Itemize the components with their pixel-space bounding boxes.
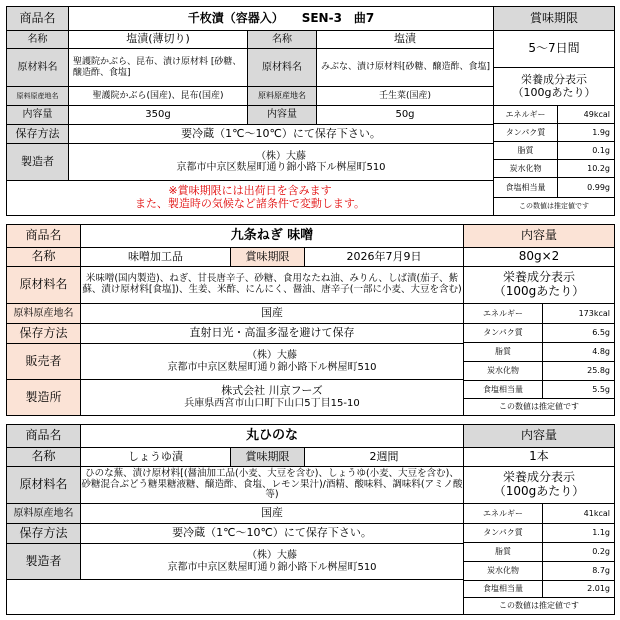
maker-name: （株）大藤 (256, 150, 306, 162)
nutrition-basis: （100gあたり） (512, 85, 596, 99)
nutrition-label: エネルギー (463, 503, 543, 524)
nutrition-value: 0.2g (542, 542, 615, 562)
nutrition-value: 25.8g (542, 361, 615, 381)
item-a-name-value: 塩漬(薄切り) (68, 30, 248, 49)
origin-value: 国産 (80, 303, 464, 324)
content-value: 1本 (463, 447, 615, 467)
seller-address: 京都市中京区麩屋町通り錦小路下ル桝屋町510 (167, 361, 377, 373)
shelf-life-value: 5～7日間 (493, 30, 615, 68)
nutrition-value: 4.8g (542, 342, 615, 362)
item-a-origin-label: 原料原産地名 (6, 86, 69, 106)
maker-info (80, 543, 464, 580)
nutrition-value: 6.5g (542, 323, 615, 343)
manufacturer-address: 兵庫県西宮市山口町下山口5丁目15-10 (184, 398, 360, 410)
product-name: 九条ねぎ 味噌 (80, 224, 464, 248)
manufacturer-info (80, 379, 464, 416)
maker-name: （株）大藤 (247, 550, 297, 561)
nutrition-label: 食塩相当量 (493, 177, 558, 198)
item-a-ingredients-label: 原材料名 (6, 48, 69, 87)
product-label: 商品名 (6, 224, 81, 248)
item-a-content: 350g (68, 105, 248, 125)
nutrition-basis: （100gあたり） (493, 284, 585, 298)
storage-value: 直射日光・高温多湿を避けて保存 (80, 323, 464, 344)
best-before-label: 賞味期限 (230, 447, 305, 467)
shelf-life-notice (6, 180, 494, 216)
nutrition-title: 栄養成分表示 (521, 72, 587, 86)
nutrition-header (463, 266, 615, 304)
nutrition-label: エネルギー (493, 105, 558, 124)
maker-info (68, 143, 494, 181)
nutrition-value: 2.01g (542, 580, 615, 598)
ingredients-value: ひのな蕪、漬け原材料[(醤油加工品(小麦、大豆を含む)、しょうゆ(小麦、大豆を含む)、砂糖混合ぶどう糖果糖液糖、醸造酢、食塩、レモン果汁)/酒精、酸味料、調味料(アミノ酸等) (80, 466, 464, 504)
item-b-origin-label: 原料原産地名 (247, 86, 317, 106)
nutrition-label: 脂質 (463, 342, 543, 362)
notice-line-2: また、製造時の気候など諸条件で変動します。 (134, 197, 366, 210)
name-value: 味噌加工品 (80, 247, 231, 267)
nutrition-value: 10.2g (557, 159, 615, 178)
nutrition-header (463, 466, 615, 504)
nutrition-title: 栄養成分表示 (502, 470, 575, 485)
nutrition-header (493, 67, 615, 106)
best-before-value: 2026年7月9日 (304, 247, 464, 267)
item-a-origin: 聖護院かぶら(国産)、昆布(国産) (68, 86, 248, 106)
name-label: 名称 (6, 247, 81, 267)
origin-label: 原料原産地名 (6, 303, 81, 324)
nutrition-note: この数値は推定値です (493, 197, 615, 216)
ingredients-label: 原材料名 (6, 466, 81, 504)
item-b-ingredients-label: 原材料名 (247, 48, 317, 87)
nutrition-note: この数値は推定値です (463, 597, 615, 615)
ingredients-label: 原材料名 (6, 266, 81, 304)
storage-value: 要冷蔵（1℃～10℃）にて保存下さい。 (68, 124, 494, 144)
product-name: 千枚漬（容器入） SEN-3 曲7 (68, 6, 494, 31)
name-label: 名称 (6, 447, 81, 467)
maker-address: 京都市中京区麩屋町通り錦小路下ル桝屋町510 (167, 561, 377, 573)
item-b-origin: 壬生菜(国産) (316, 86, 494, 106)
manufacturer-label: 製造所 (6, 379, 81, 416)
item-a-ingredients: 聖護院かぶら、昆布、漬け原材料 [砂糖、醸造酢、食塩] (68, 48, 248, 87)
nutrition-value: 0.1g (557, 141, 615, 160)
name-value: しょうゆ漬 (80, 447, 231, 467)
maker-label: 製造者 (6, 143, 69, 181)
storage-label: 保存方法 (6, 124, 69, 144)
item-b-content-label: 内容量 (247, 105, 317, 125)
item-a-content-label: 内容量 (6, 105, 69, 125)
storage-label: 保存方法 (6, 323, 81, 344)
item-b-name-value: 塩漬 (316, 30, 494, 49)
nutrition-value: 173kcal (542, 303, 615, 324)
product-name: 丸ひのな (80, 424, 464, 448)
notice-line-1: ※賞味期限には出荷日を含みます (168, 184, 332, 198)
item-b-name-label: 名称 (247, 30, 317, 49)
nutrition-value: 0.99g (557, 177, 615, 198)
product-label: 商品名 (6, 424, 81, 448)
storage-label: 保存方法 (6, 523, 81, 544)
seller-info (80, 343, 464, 380)
nutrition-label: 炭水化物 (493, 159, 558, 178)
nutrition-label: 食塩相当量 (463, 580, 543, 598)
item-b-ingredients: みぶな、漬け原材料[砂糖、醸造酢、食塩] (316, 48, 494, 87)
nutrition-label: 炭水化物 (463, 561, 543, 581)
item-a-name-label: 名称 (6, 30, 69, 49)
origin-label: 原料原産地名 (6, 503, 81, 524)
seller-label: 販売者 (6, 343, 81, 380)
storage-value: 要冷蔵（1℃～10℃）にて保存下さい。 (80, 523, 464, 544)
nutrition-label: 脂質 (463, 542, 543, 562)
nutrition-label: 食塩相当量 (463, 380, 543, 399)
ingredients-value: 米味噌(国内製造)、ねぎ、甘長唐辛子、砂糖、食用なたね油、みりん、しば漬(茄子、紫蘇、漬け原材料[食塩])、生姜、米酢、にんにく、醤油、唐辛子(一部に小麦、大豆を含む) (80, 266, 464, 304)
nutrition-value: 1.9g (557, 123, 615, 142)
best-before-label: 賞味期限 (230, 247, 305, 267)
manufacturer-name: 株式会社 川京フーズ (221, 384, 323, 398)
maker-address: 京都市中京区麩屋町通り錦小路下ル桝屋町510 (176, 162, 386, 173)
nutrition-basis: （100gあたり） (493, 484, 585, 498)
content-label: 内容量 (463, 424, 615, 448)
nutrition-label: エネルギー (463, 303, 543, 324)
nutrition-value: 41kcal (542, 503, 615, 524)
nutrition-label: タンパク質 (463, 523, 543, 543)
shelf-life-label: 賞味期限 (493, 6, 615, 31)
item-b-content: 50g (316, 105, 494, 125)
best-before-value: 2週間 (304, 447, 464, 467)
product-label: 商品名 (6, 6, 69, 31)
nutrition-note: この数値は推定値です (463, 398, 615, 416)
nutrition-label: 炭水化物 (463, 361, 543, 381)
content-value: 80g×2 (463, 247, 615, 267)
nutrition-value: 8.7g (542, 561, 615, 581)
nutrition-label: 脂質 (493, 141, 558, 160)
nutrition-value: 5.5g (542, 380, 615, 399)
nutrition-title: 栄養成分表示 (502, 270, 575, 285)
nutrition-value: 49kcal (557, 105, 615, 124)
nutrition-value: 1.1g (542, 523, 615, 543)
nutrition-label: タンパク質 (493, 123, 558, 142)
maker-label: 製造者 (6, 543, 81, 580)
content-label: 内容量 (463, 224, 615, 248)
blank-row (6, 579, 464, 615)
origin-value: 国産 (80, 503, 464, 524)
nutrition-label: タンパク質 (463, 323, 543, 343)
seller-name: （株）大藤 (247, 350, 297, 361)
